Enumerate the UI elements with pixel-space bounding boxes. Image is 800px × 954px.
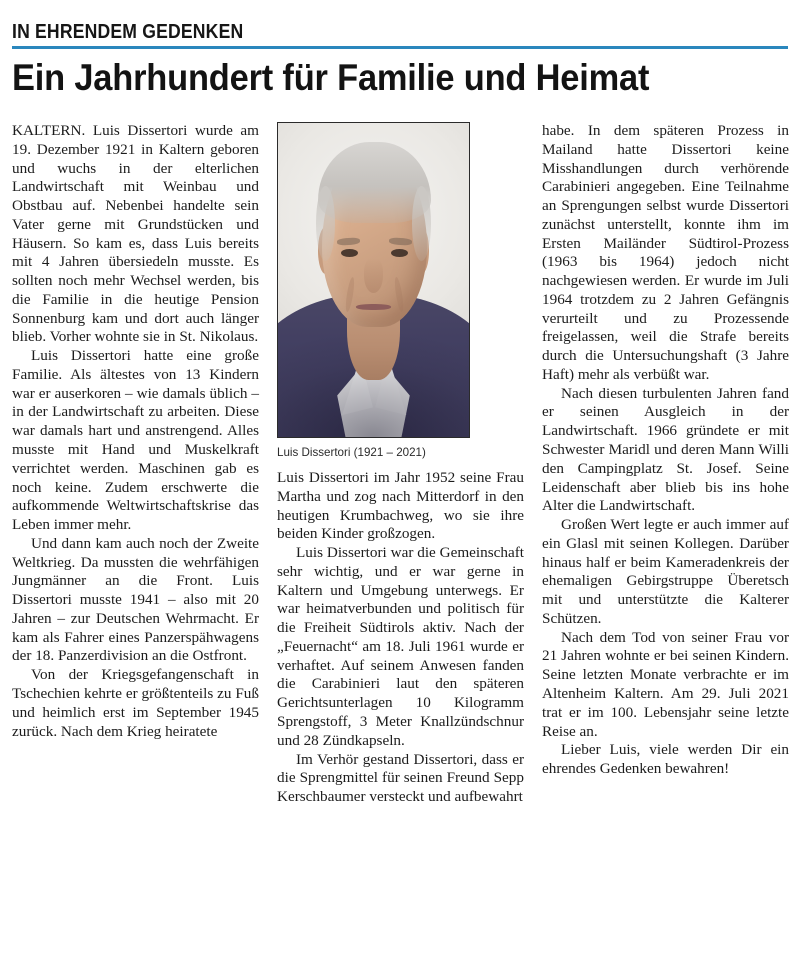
photo-caption: Luis Dissertori (1921 – 2021) [277, 446, 426, 459]
photo-mouth [356, 304, 390, 310]
article-column-3 [542, 122, 789, 779]
article-headline: Ein Jahrhundert für Familie und Heimat [12, 57, 650, 98]
photo-nose [364, 258, 383, 293]
photo-canvas [278, 123, 469, 437]
article-kicker-block [12, 0, 788, 49]
photo-hair-right [412, 186, 431, 261]
article-photo-figure [277, 122, 470, 460]
paragraph: Von der Kriegsgefangenschaft in Tschechien kehrte er größtenteils zu Fuß und heimlich erst im September 1945 zurück. Nach dem Krieg heiratete [12, 666, 259, 740]
portrait-photo [277, 122, 470, 438]
paragraph: KALTERN. Luis Dissertori wurde am 19. Dezember 1921 in Kaltern geboren und wuchs in der elterlichen Landwirtschaft mit Weinbau und Obstbau auf. Nebenbei handelte sein Vater gerne mit Grundstücken und Häusern. So kam es, dass Luis bereits mit 4 Jahren übersiedeln musste. Es sollten noch mehr Wechsel werden, bis die Familie in die heutige Pension Sonnenburg kam und dort auch länger blieb. Vorher wohnte sie in St. Nikolaus. [12, 122, 259, 346]
article-column-1 [12, 122, 259, 741]
paragraph: Und dann kam auch noch der Zweite Weltkrieg. Da mussten die wehrfähigen Jungmänner an die Front. Luis Dissertori musste 1941 – also mit 20 Jahren – zur Deutschen Wehrmacht. Er kam als Fahrer eines Panzerspähwagens der 18. Panzerdivision an die Ostfront. [12, 534, 259, 665]
paragraph: Luis Dissertori war die Gemeinschaft sehr wichtig, und er war gerne in Kaltern und Umgebung unterwegs. Er war heimatverbunden und politisch für die Freiheit Südtirols aktiv. Nach der „Feuernacht“ am 18. Juli 1961 wurde er verhaftet. Auf seinem Anwesen fanden die Carabinieri laut den späteren Gerichtsunterlagen 10 Kilogramm Sprengstoff, 3 Meter Knallzündschnur und 28 Zündkapseln. [277, 544, 524, 749]
kicker-rule-divider [12, 46, 788, 49]
photo-eye-right [391, 249, 408, 257]
article-columns [12, 122, 788, 807]
paragraph: Großen Wert legte er auch immer auf ein Glasl mit seinen Kollegen. Darüber hinaus half er beim Kameradenkreis der ehemaligen Gebirgstruppe Überetsch mit und unterstützte die Kalterer Schützen. [542, 516, 789, 627]
paragraph: Im Verhör gestand Dissertori, dass er die Sprengmittel für seinen Freund Sepp Kerschbaumer versteckt und aufbewahrt [277, 750, 524, 806]
paragraph: Nach dem Tod von seiner Frau vor 21 Jahren wohnte er bei seinen Kindern. Seine letzten Monate verbrachte er im Altenheim Kaltern. Am 29. Juli 2021 trat er im 100. Lebensjahr seine letzte Reise an. [542, 628, 789, 740]
article-kicker: IN EHRENDEM GEDENKEN [12, 21, 244, 43]
paragraph: Luis Dissertori hatte eine große Familie. Als ältestes von 13 Kindern war er auserkoren – wie damals üblich – in der Landwirtschaft zu arbeiten. Diese war damals hart und anstrengend. Alles musste mit Hand und Muskelkraft verrichtet werden. Maschinen gab es noch keine. Zudem erschwerte die aufkommende Weltwirtschaftskrise das Leben immer mehr. [12, 347, 259, 534]
article-column-2 [277, 122, 524, 807]
paragraph: Nach diesen turbulenten Jahren fand er seinen Ausgleich in der Landwirtschaft. 1966 gründete er mit Schwester Maridl und deren Mann Willi den Campingplatz St. Josef. Seine Leidenschaft aber blieb bis ins hohe Alter die Landwirtschaft. [542, 384, 789, 515]
photo-eyebrow-right [389, 237, 412, 245]
paragraph: habe. In dem späteren Prozess in Mailand hatte Dissertori keine Misshandlungen durch verhörende Carabinieri angegeben. Eine Teilnahme an Sprengungen selbst wurde Dissertori zunächst unterstellt, konnte ihm im Ersten Mailänder Südtirol-Prozess (1963 bis 1964) jedoch nicht nachgewiesen werden. Er wurde im Juli 1964 trotzdem zu 2 Jahren Gefängnis verurteilt und zu Prozessende freigelassen, weil die Strafe bereits durch die Untersuchungshaft (3 Jahre Haft) mehr als verbüßt war. [542, 122, 789, 383]
paragraph: Luis Dissertori im Jahr 1952 seine Frau Martha und zog nach Mitterdorf in den heutigen Krumbachweg, wo sie ihre beiden Kinder großzogen. [277, 469, 524, 543]
photo-eye-left [341, 249, 358, 257]
paragraph: Lieber Luis, viele werden Dir ein ehrendes Gedenken bewahren! [542, 741, 789, 778]
